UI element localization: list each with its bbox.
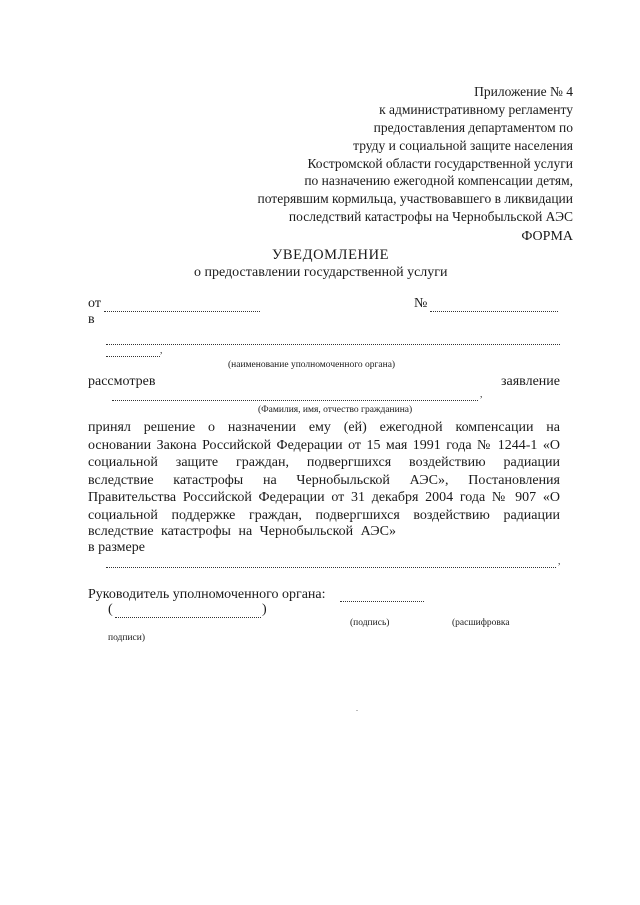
scan-artifact <box>356 710 358 711</box>
head-field[interactable] <box>340 600 424 602</box>
appendix-line-3: предоставления департаментом по <box>373 120 573 135</box>
comma-mark-3: , <box>558 557 561 567</box>
amount-label: в размере <box>88 540 145 555</box>
form-label: ФОРМА <box>521 229 573 244</box>
body-line-3: социальной защите граждан, подвергшихся воздействию радиации <box>88 455 560 470</box>
citizen-name-caption: (Фамилия, имя, отчество гражданина) <box>258 405 413 415</box>
body-line-5: Правительства Российской Федерации от 31 декабря 2004 года № 907 «О <box>88 490 560 505</box>
body-line-6: социальной поддержке граждан, подвергшихся воздействию радиации <box>88 508 560 523</box>
head-name-field[interactable] <box>115 616 261 618</box>
head-label: Руководитель уполномоченного органа: <box>88 587 326 602</box>
body-line-4: вследствие катастрофы на Чернобыльской АЭС», Постановления <box>88 473 560 488</box>
appendix-line-4: труду и социальной защите населения <box>353 138 573 153</box>
body-line-1: принял решение о назначении ему (ей) ежегодной компенсации на <box>88 420 560 435</box>
statement-label: заявление <box>500 374 560 389</box>
to-label: в <box>88 312 95 327</box>
citizen-name-field[interactable] <box>112 399 478 401</box>
comma-mark-2: , <box>480 390 483 400</box>
open-paren: ( <box>108 602 113 617</box>
appendix-line-5: Костромской области государственной услуги <box>307 156 573 171</box>
appendix-line-7: потерявшим кормильца, участвовавшего в ликвидации <box>257 191 573 206</box>
organization-field-line-2[interactable] <box>106 355 160 357</box>
close-paren: ) <box>262 602 267 617</box>
document-title: УВЕДОМЛЕНИЕ <box>272 247 390 263</box>
body-line-7: вследствие катастрофы на Чернобыльской АЭС» <box>88 524 397 539</box>
number-label: № <box>414 296 428 311</box>
amount-field[interactable] <box>106 566 556 568</box>
appendix-line-1: Приложение № 4 <box>474 84 573 99</box>
decode-caption-cont: подписи) <box>108 633 146 643</box>
document-subtitle: о предоставлении государственной услуги <box>194 265 448 280</box>
appendix-line-2: к административному регламенту <box>379 102 573 117</box>
appendix-line-8: последствий катастрофы на Чернобыльской АЭС <box>288 209 573 224</box>
number-field[interactable] <box>430 310 558 312</box>
organization-field-line-1[interactable] <box>106 343 560 345</box>
reviewed-label: рассмотрев <box>88 374 156 389</box>
body-line-2: основании Закона Российской Федерации от 15 мая 1991 года № 1244-1 «О <box>88 438 560 453</box>
organization-caption: (наименование уполномоченного органа) <box>228 360 396 370</box>
date-field[interactable] <box>104 310 260 312</box>
comma-mark: , <box>160 346 163 356</box>
from-label: от <box>88 296 101 311</box>
signature-caption: (подпись) <box>350 618 390 628</box>
decode-caption: (расшифровка <box>452 618 510 628</box>
appendix-line-6: по назначению ежегодной компенсации детям, <box>304 173 573 188</box>
